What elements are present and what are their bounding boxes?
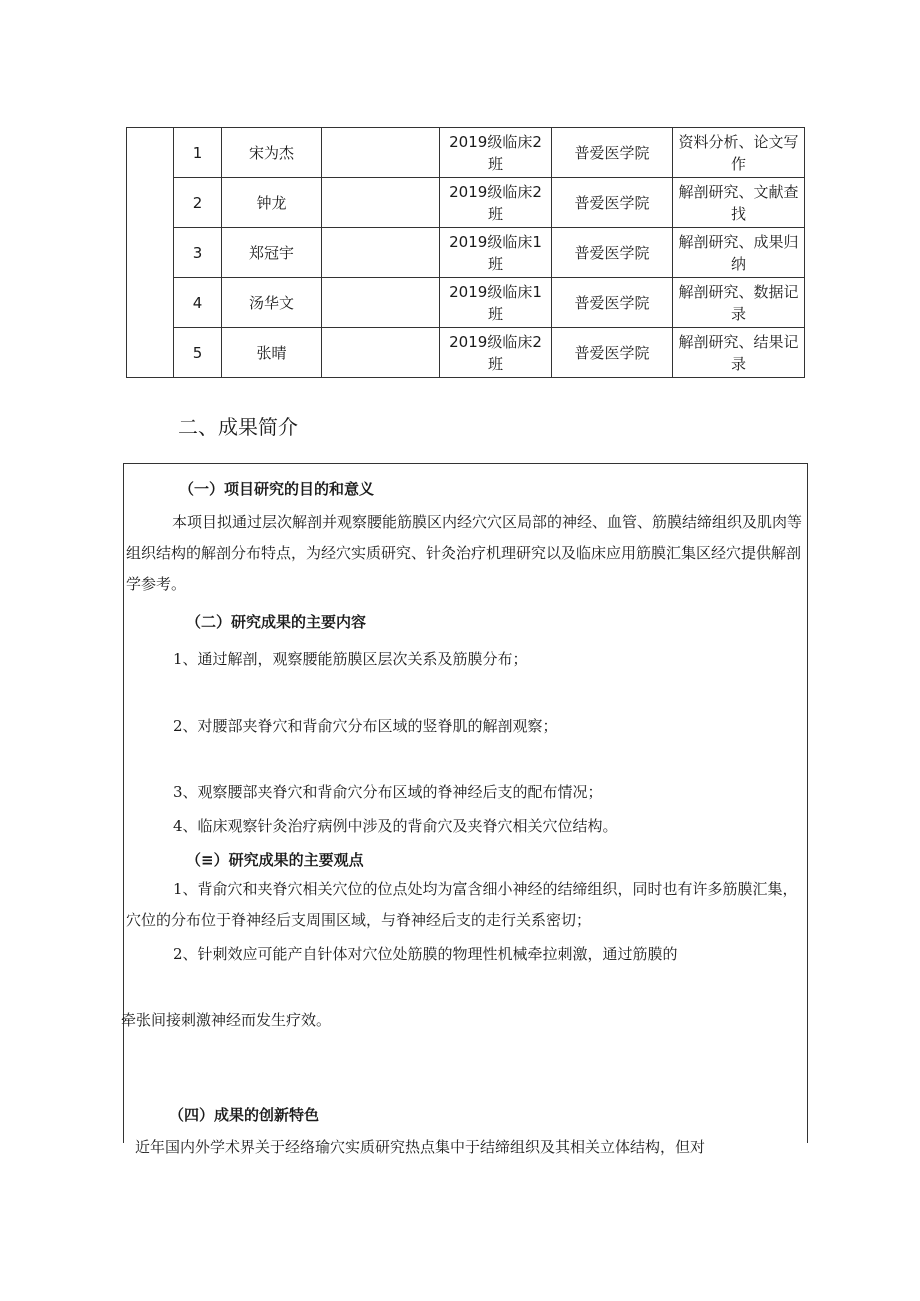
member-class: 2019级临床1班 xyxy=(440,228,552,278)
row-number: 2 xyxy=(174,178,222,228)
row-number: 5 xyxy=(174,328,222,378)
member-college: 普爱医学院 xyxy=(552,328,673,378)
view-paragraph: 2、针刺效应可能产自针体对穴位处筋膜的物理性机械牵拉刺激，通过筋膜的 xyxy=(173,945,678,963)
content-item: 2、对腰部夹脊穴和背俞穴分布区域的竖脊肌的解剖观察； xyxy=(173,717,558,735)
table-row xyxy=(127,278,805,328)
table-row xyxy=(127,128,805,178)
member-college: 普爱医学院 xyxy=(552,228,673,278)
member-name: 张晴 xyxy=(222,328,322,378)
member-name: 钟龙 xyxy=(222,178,322,228)
content-heading: （二）研究成果的主要内容 xyxy=(186,613,367,631)
member-role: 解剖研究、数据记录 xyxy=(673,278,805,328)
content-item: 1、通过解剖，观察腰能筋膜区层次关系及筋膜分布； xyxy=(173,650,528,668)
content-item: 4、临床观察针灸治疗病例中涉及的背俞穴及夹脊穴相关穴位结构。 xyxy=(173,817,618,835)
table-row xyxy=(127,228,805,278)
table-row xyxy=(127,328,805,378)
member-role: 资料分析、论文写作 xyxy=(673,128,805,178)
view-paragraph-continued: 牵张间接刺激神经而发生疗效。 xyxy=(121,1011,332,1029)
empty-cell xyxy=(322,278,440,328)
member-class: 2019级临床2班 xyxy=(440,128,552,178)
member-class: 2019级临床1班 xyxy=(440,278,552,328)
member-college: 普爱医学院 xyxy=(552,128,673,178)
row-number: 3 xyxy=(174,228,222,278)
member-role: 解剖研究、文献查找 xyxy=(673,178,805,228)
member-name: 汤华文 xyxy=(222,278,322,328)
innovation-paragraph: 近年国内外学术界关于经络瑜穴实质研究热点集中于结缔组织及其相关立体结构，但对 xyxy=(135,1138,706,1156)
member-role: 解剖研究、成果归纳 xyxy=(673,228,805,278)
purpose-paragraph: 本项目拟通过层次解剖并观察腰能筋膜区内经穴穴区局部的神经、血管、筋膜结缔组织及肌肉等组织结构的解剖分布特点，为经穴实质研究、针灸治疗机理研究以及临床应用筋膜汇集区经穴提供解剖学参考。 xyxy=(126,513,803,593)
innovation-heading: （四）成果的创新特色 xyxy=(169,1106,320,1124)
member-role: 解剖研究、结果记录 xyxy=(673,328,805,378)
member-college: 普爱医学院 xyxy=(552,178,673,228)
member-college: 普爱医学院 xyxy=(552,278,673,328)
member-name: 郑冠宇 xyxy=(222,228,322,278)
table-row xyxy=(127,178,805,228)
empty-cell xyxy=(322,128,440,178)
view-paragraph: 1、背俞穴和夹脊穴相关穴位的位点处均为富含细小神经的结缔组织，同时也有许多筋膜汇集，穴位的分布位于脊神经后支周围区域，与脊神经后支的走行关系密切； xyxy=(126,880,798,929)
member-name: 宋为杰 xyxy=(222,128,322,178)
empty-cell xyxy=(322,328,440,378)
empty-cell xyxy=(322,178,440,228)
content-item: 3、观察腰部夹脊穴和背俞穴分布区域的脊神经后支的配布情况； xyxy=(173,783,603,801)
member-table xyxy=(126,127,805,378)
section-title: 二、成果简介 xyxy=(178,415,298,439)
member-class: 2019级临床2班 xyxy=(440,178,552,228)
purpose-heading: （一）项目研究的目的和意义 xyxy=(179,480,375,498)
empty-cell xyxy=(322,228,440,278)
merged-label-cell xyxy=(127,128,174,378)
member-class: 2019级临床2班 xyxy=(440,328,552,378)
row-number: 4 xyxy=(174,278,222,328)
summary-box xyxy=(121,463,808,1156)
row-number: 1 xyxy=(174,128,222,178)
views-heading: （≡）研究成果的主要观点 xyxy=(186,851,364,869)
